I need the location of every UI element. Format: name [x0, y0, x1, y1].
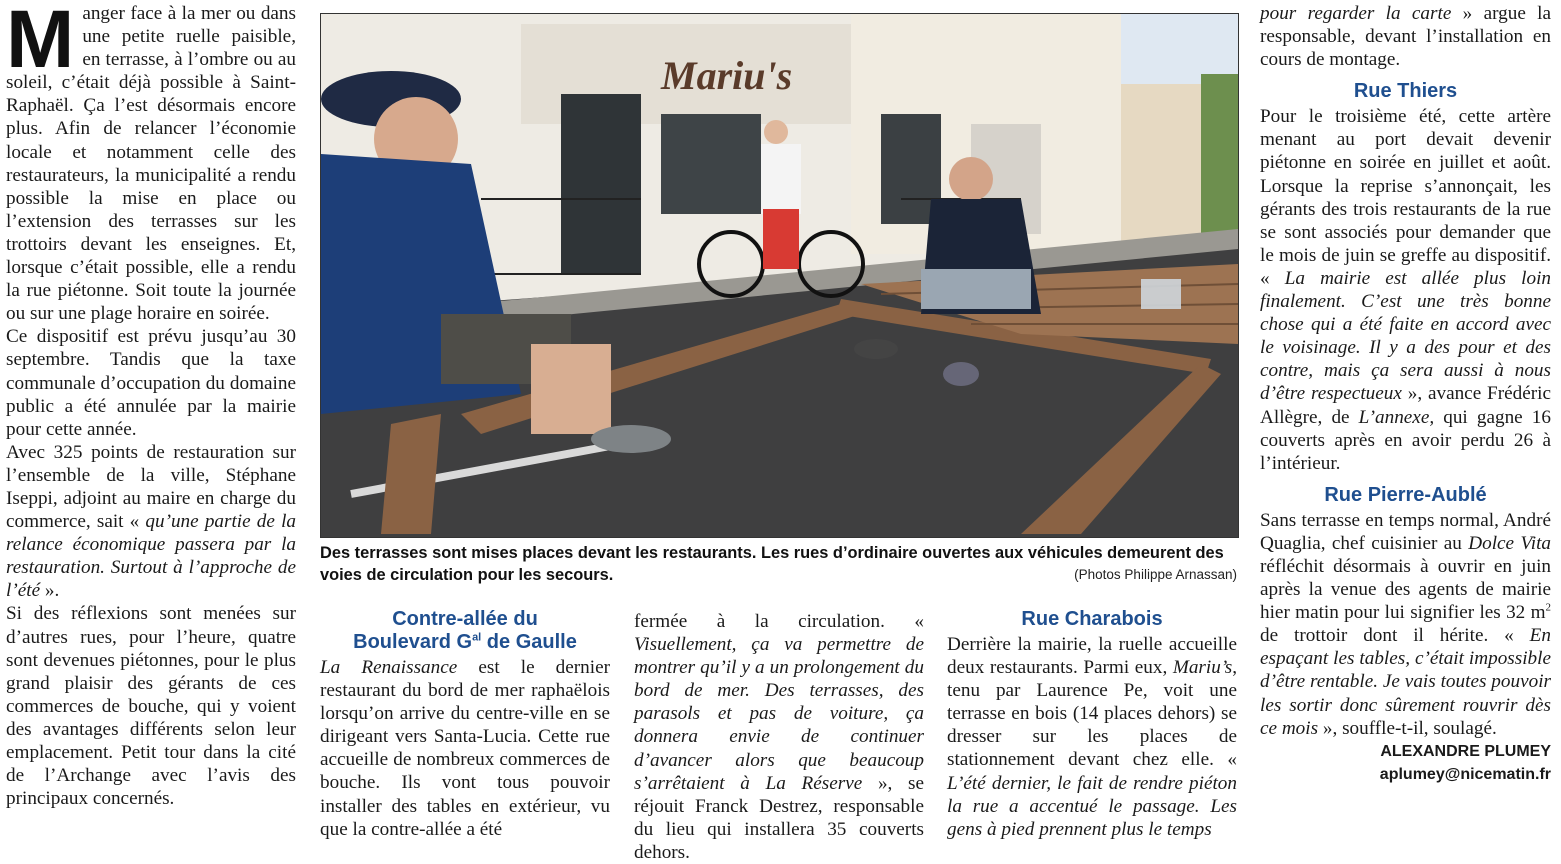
subhead-charabois: Rue Charabois	[1021, 608, 1163, 630]
text-segment: Derrière la mairie, la ruelle accueille deux restaurants. Parmi eux,	[947, 634, 1237, 679]
paragraph-tour: Si des réflexions sont menées sur d’autres rues, pour l’heure, quatre sont devenues piétonnes, pour le plus grand plaisir des gérants de ces commerces de bouche, qui y voient des avantages différents selon leur emplacement. Petit tour dans la cité de l’Archange avec l’avis des principaux concernés.	[6, 603, 296, 810]
text-segment: réfléchit désormais à ouvrir en juin après la venue des agents de mairie hier matin pour lui signifier les 32 m	[1260, 555, 1551, 624]
paragraph-pierre-auble	[1260, 509, 1551, 740]
photo-credit: (Photos Philippe Arnassan)	[1074, 567, 1237, 582]
subhead-pierre-auble: Rue Pierre-Aublé	[1324, 483, 1487, 506]
text-segment: qui gagne 16 couverts après en avoir perdu 26 à l’intérieur.	[1260, 406, 1551, 474]
article-column-1	[6, 2, 296, 810]
article-column-5	[1260, 2, 1551, 786]
text-segment: », souffle-t-il, soulagé.	[1318, 717, 1497, 739]
subhead-line-1: Contre-allée du	[392, 608, 538, 630]
quote-destrez: Visuellement, ça va permettre de montrer qu’il y a un prolongement du bord de mer. Des terrasses, des parasols et pas de voiture, ça donnera envie de continuer d’avancer alors que beaucoup s’arrêtaient à La Réserve	[634, 634, 924, 794]
paragraph-iseppi	[6, 441, 296, 603]
restaurant-name: Mariu’s	[1172, 657, 1233, 679]
paragraph-thiers	[1260, 105, 1551, 475]
quote-quaglia: En espaçant les tables, c’était impossible d’être rentable. Je vais toutes pouvoir les sortir donc sûrement rouvrir dès ce mois	[1260, 625, 1551, 739]
text-segment: Sans terrasse en temps normal, André Quaglia, chef cuisinier au	[1260, 509, 1551, 554]
restaurant-name: La Renaissance	[320, 657, 458, 678]
paragraph-renaissance	[320, 656, 610, 841]
subhead-line-2a: Boulevard G	[353, 631, 473, 653]
quote-continuation: pour regarder la carte	[1260, 3, 1452, 24]
street-photo	[320, 13, 1239, 538]
subhead-line-2b: de Gaulle	[481, 631, 577, 653]
text-segment: », avance Frédéric Allègre, de	[1260, 383, 1551, 428]
paragraph-continuation	[1260, 2, 1551, 71]
text-segment: , tenu par Laurence Pe, voit une terrasse en bois (14 places dehors) se dresser sur les places de stationnement devant chez elle. «	[947, 657, 1237, 771]
article-column-3	[634, 610, 924, 864]
text-segment: Avec 325 points de restauration sur l’ensemble de la ville, Stéphane Iseppi, adjoint au maire en charge du commerce, sait «	[6, 441, 296, 533]
square-superscript: 2	[1545, 601, 1551, 614]
text-segment: ».	[40, 580, 60, 602]
text-segment: fermée à la circulation. «	[634, 611, 924, 632]
text-segment: est le dernier restaurant du bord de mer raphaëlois lorsqu’on arrive du centre-ville en se dirigeant vers Santa-Lucia. Cette rue accueille de nombreux commerces de bouche. Ils vont tous pouvoir installer des tables en extérieur, vu que la contre-allée a été	[320, 657, 610, 840]
text-segment: », se réjouit Franck Destrez, responsable du lieu qui installera 35 couverts dehors.	[634, 772, 924, 863]
quote-iseppi: qu’une partie de la relance économique passera par la restauration. Surtout à l’approche de l’été	[6, 511, 296, 602]
subhead-thiers: Rue Thiers	[1353, 80, 1458, 103]
restaurant-name: L’annexe,	[1358, 406, 1435, 428]
author-email[interactable]: aplumey@nicematin.fr	[1379, 765, 1551, 783]
paragraph-charabois	[947, 633, 1237, 841]
text-segment: » argue la responsable, devant l’installation en cours de montage.	[1260, 3, 1551, 71]
article-column-4	[947, 604, 1237, 841]
paragraph-dispositif: Ce dispositif est prévu jusqu’au 30 septembre. Tandis que la taxe communale d’occupation du domaine public a été annulée par la mairie pour cette année.	[6, 326, 296, 440]
paragraph-destrez	[634, 610, 924, 864]
restaurant-name: Dolce Vita	[1468, 532, 1551, 554]
text-segment: de trottoir dont il hérite. «	[1260, 625, 1530, 647]
storefront-sign: Mariu's	[661, 53, 793, 98]
street-scene-illustration	[321, 14, 1238, 537]
subhead-contre-allee	[320, 608, 610, 654]
author-name: ALEXANDRE PLUMEY	[1380, 742, 1551, 760]
quote-laurence: L’été dernier, le fait de rendre piéton la rue a accentué le passage. Les gens à pied prennent plus le temps	[947, 772, 1237, 840]
photo-caption: Des terrasses sont mises places devant les restaurants. Les rues d’ordinaire ouvertes aux véhicules demeurent des voies de circulation pour les secours.	[320, 544, 1224, 584]
text-segment: Pour le troisième été, cette artère menant au port devait devenir piétonne en soirée en juillet et août. Lorsque la reprise s’annonçait, les gérants des trois restaurants de la rue se sont associés pour demander que le mois de juin se greffe au dispositif. «	[1260, 106, 1551, 289]
paragraph-intro: anger face à la mer ou dans une petite ruelle paisible, en terrasse, à l’ombre ou au soleil, c’était déjà possible à Saint-Raphaël. Ça l’est désormais encore plus. Afin de relancer l’économie locale et notamment celle des restaurateurs, la municipalité a rendu possible la mise en place ou l’extension des terrasses sur les trottoirs devant les enseignes. Et, lorsque c’était possible, elle a rendu la rue piétonne. Soit toute la journée ou sur une plage horaire en soirée.	[6, 3, 296, 325]
drop-cap: M	[6, 0, 75, 85]
article-column-2	[320, 604, 610, 841]
quote-allegre: La mairie est allée plus loin finalement. C’est une très bonne chose qui a été faite en accord avec le voisinage. Il y a des pour et des contre, mais ça sera aussi à nous d’être respectueux	[1260, 267, 1551, 405]
subhead-superscript: al	[472, 631, 482, 644]
